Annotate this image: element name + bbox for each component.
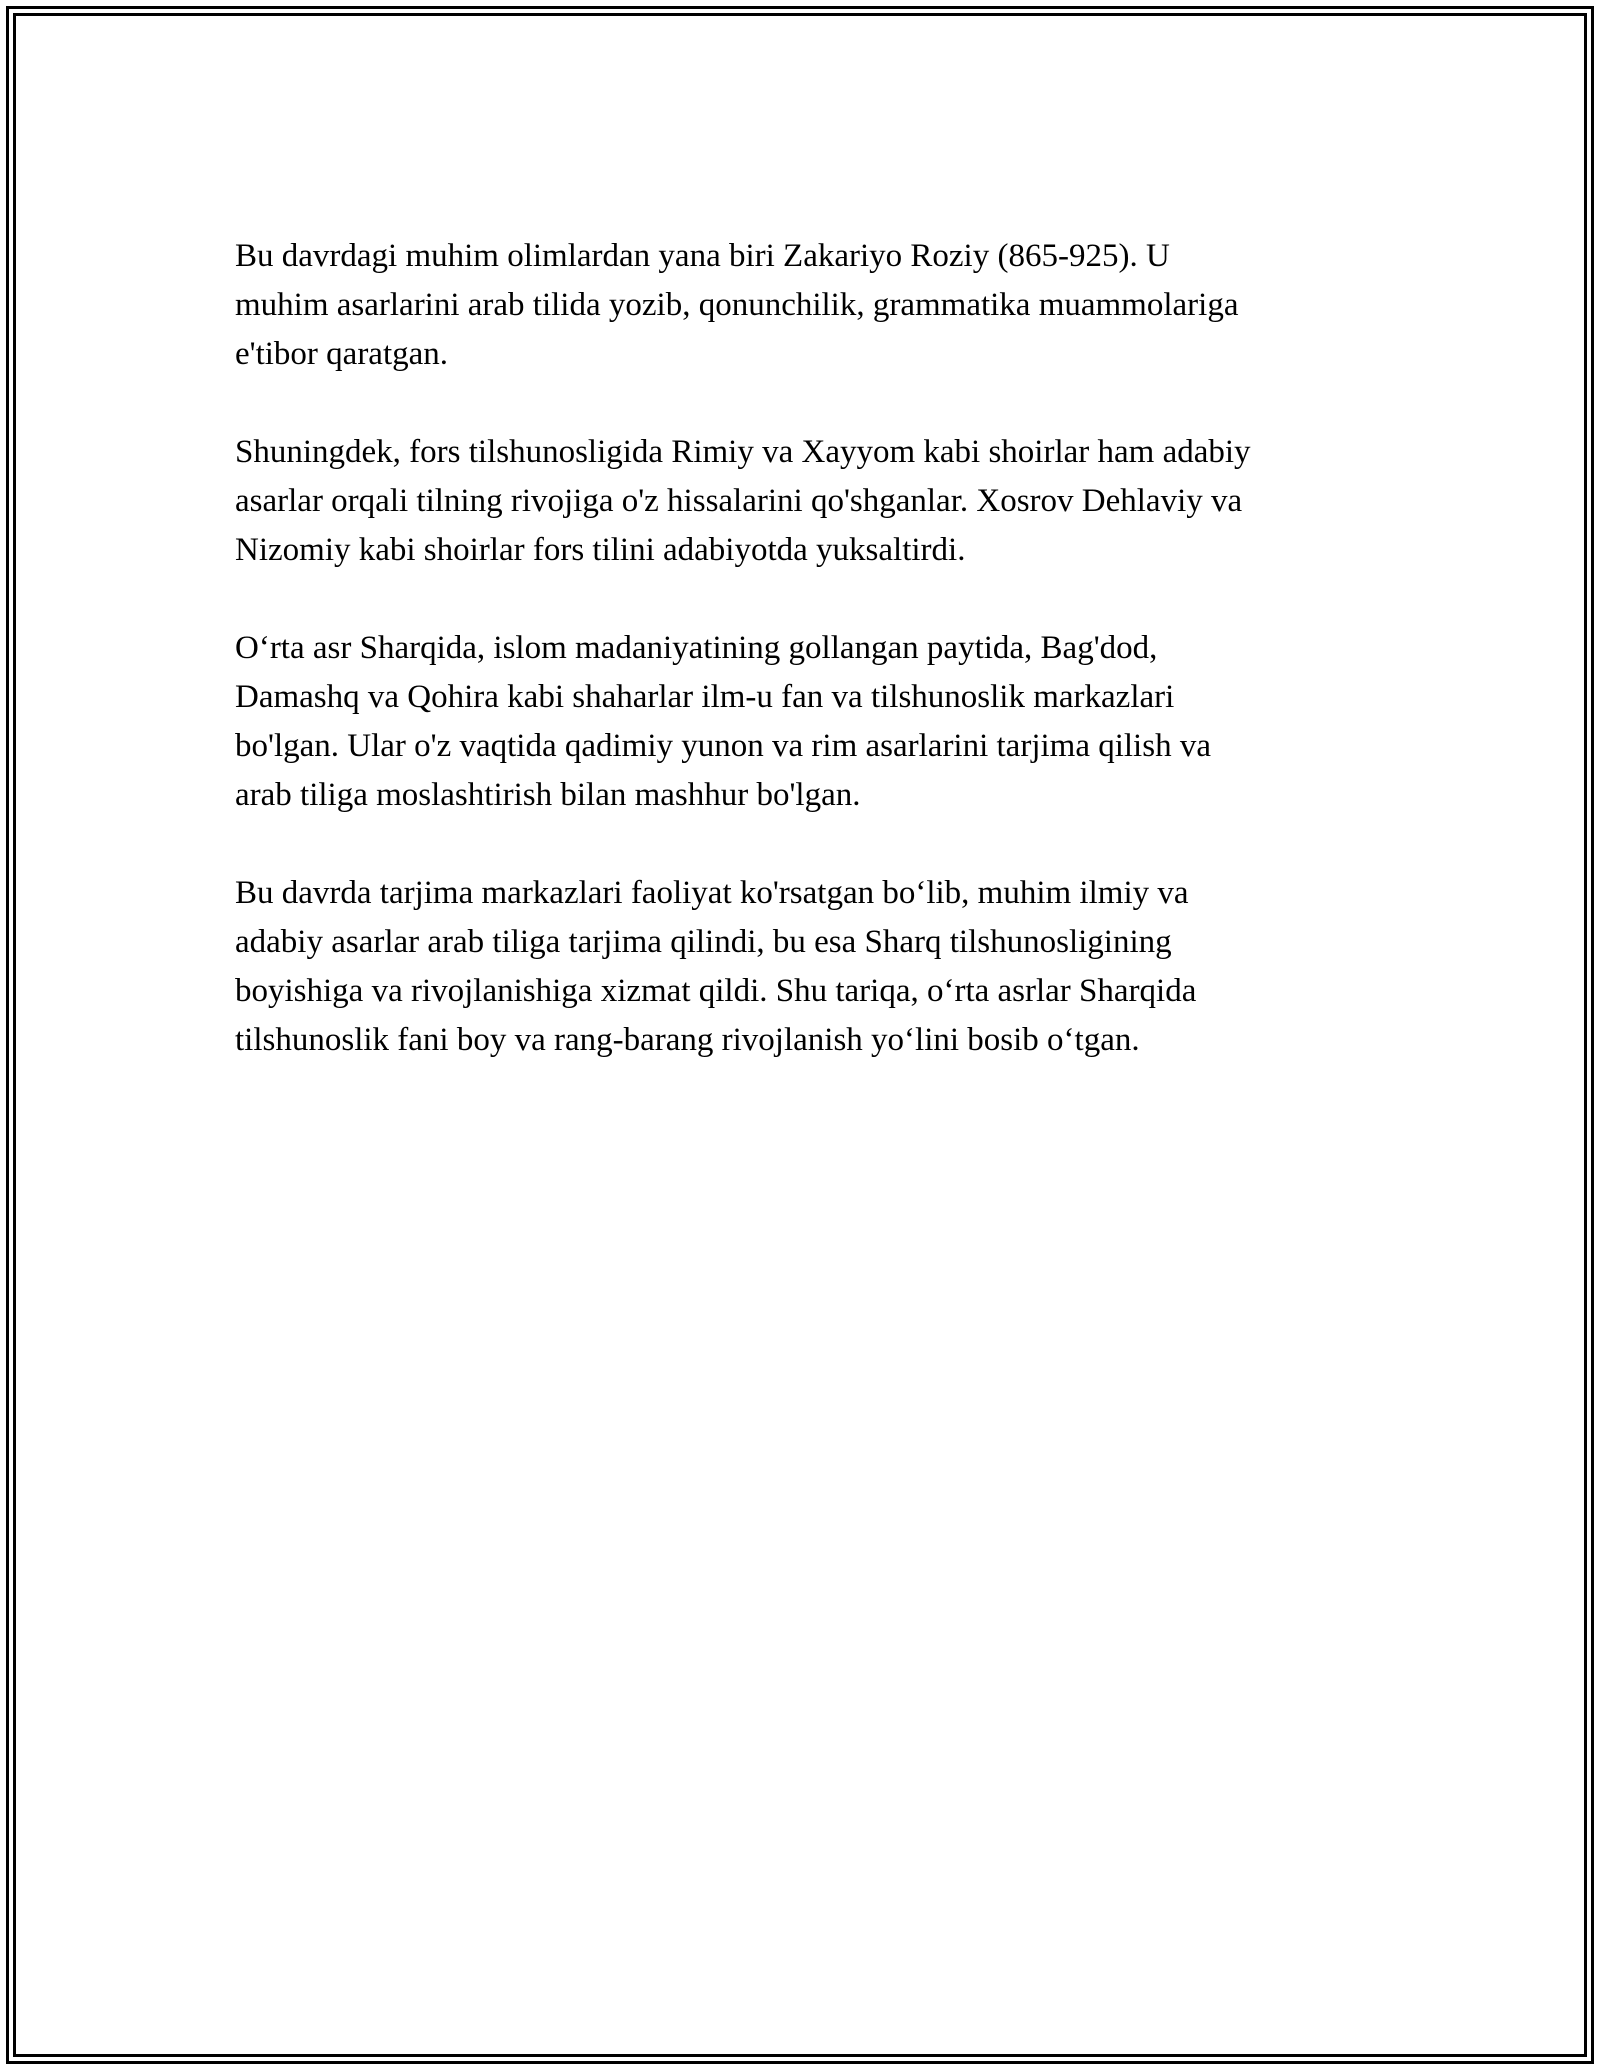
text-line: Nizomiy kabi shoirlar fors tilini adabiyotda yuksaltirdi. <box>235 532 966 568</box>
paragraph-2 <box>235 428 1385 575</box>
text-line: O‘rta asr Sharqida, islom madaniyatining gollangan paytida, Bag'dod, <box>235 630 1158 666</box>
text-line: adabiy asarlar arab tiliga tarjima qilindi, bu esa Sharq tilshunosligining <box>235 924 1172 960</box>
paragraph-3 <box>235 624 1385 820</box>
text-line: bo'lgan. Ular o'z vaqtida qadimiy yunon va rim asarlarini tarjima qilish va <box>235 728 1211 764</box>
text-line: tilshunoslik fani boy va rang-barang rivojlanish yo‘lini bosib o‘tgan. <box>235 1022 1140 1058</box>
text-line: boyishiga va rivojlanishiga xizmat qildi. Shu tariqa, o‘rta asrlar Sharqida <box>235 973 1197 1009</box>
paragraph-1 <box>235 232 1385 379</box>
text-line: e'tibor qaratgan. <box>235 336 449 372</box>
text-line: Bu davrdagi muhim olimlardan yana biri Zakariyo Roziy (865-925). U <box>235 238 1170 274</box>
document-body <box>235 232 1385 1114</box>
text-line: Bu davrda tarjima markazlari faoliyat ko'rsatgan bo‘lib, muhim ilmiy va <box>235 875 1189 911</box>
text-line: Shuningdek, fors tilshunosligida Rimiy va Xayyom kabi shoirlar ham adabiy <box>235 434 1251 470</box>
text-line: Damashq va Qohira kabi shaharlar ilm-u fan va tilshunoslik markazlari <box>235 679 1175 715</box>
text-line: arab tiliga moslashtirish bilan mashhur bo'lgan. <box>235 777 861 813</box>
text-line: asarlar orqali tilning rivojiga o'z hissalarini qo'shganlar. Xosrov Dehlaviy va <box>235 483 1243 519</box>
paragraph-4 <box>235 869 1385 1065</box>
text-line: muhim asarlarini arab tilida yozib, qonunchilik, grammatika muammolariga <box>235 287 1239 323</box>
